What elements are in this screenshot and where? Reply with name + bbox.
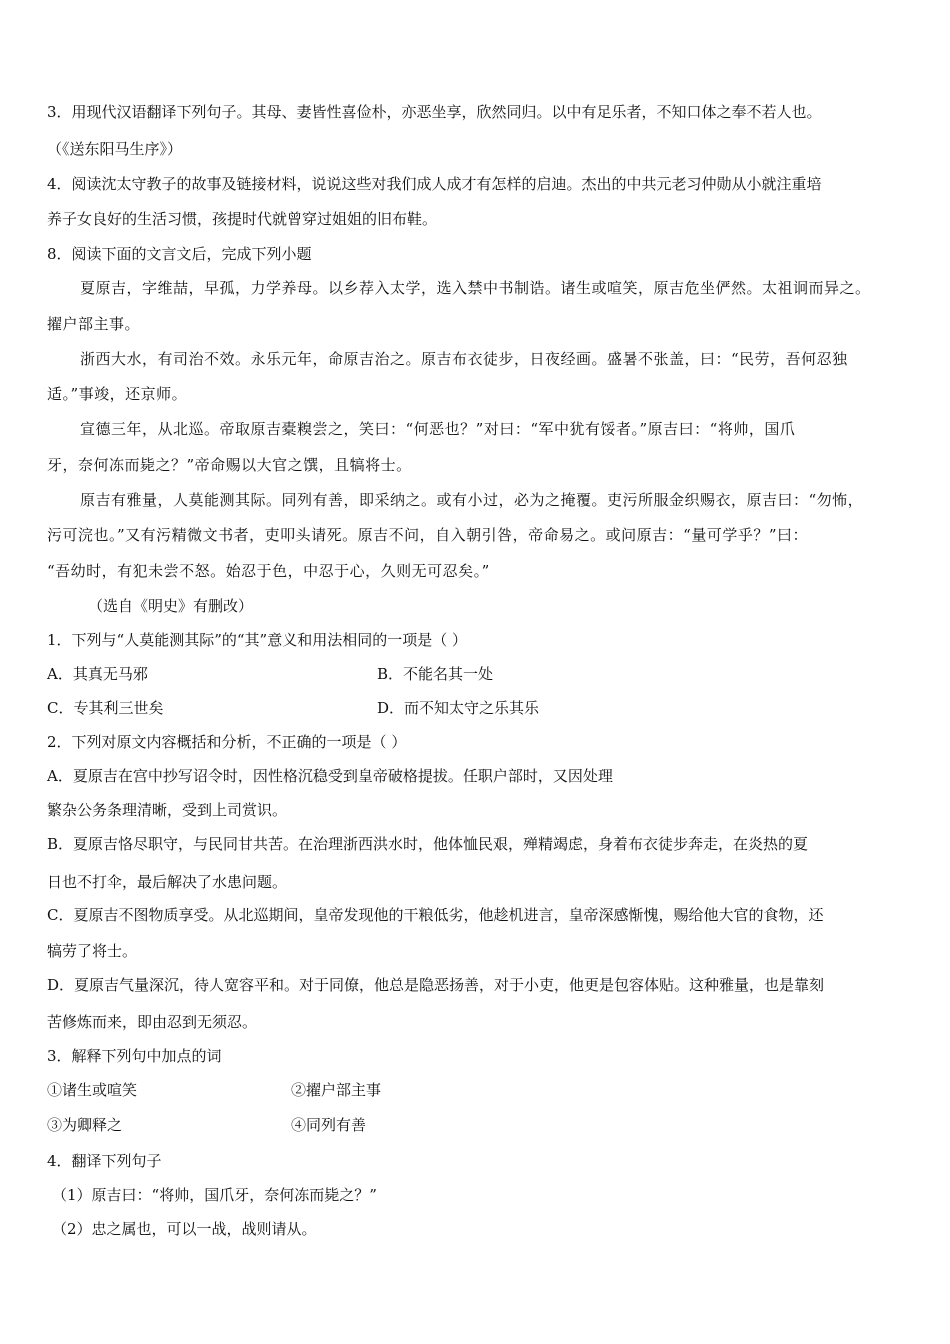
q2-option-c-line-2: 犒劳了将士。 [47, 942, 138, 960]
q4-sentence-2: （2）忠之属也，可以一战，战则请从。 [52, 1220, 317, 1238]
subquestion-4-stem: 4．翻译下列句子 [47, 1152, 162, 1170]
question-3-source: （《送东阳马生序》） [47, 140, 183, 158]
q2-option-d-line-2: 苦修炼而来，即由忍到无须忍。 [47, 1013, 258, 1031]
section-8-heading: 8．阅读下面的文言文后，完成下列小题 [47, 245, 312, 263]
passage-paragraph-4-line-1: 原吉有雅量，人莫能测其际。同列有善，即采纳之。或有小过，必为之掩覆。吏污所服金织赐衣，原吉曰：“勿怖， [80, 491, 864, 509]
q2-option-a-line-1: A．夏原吉在宫中抄写诏令时，因性格沉稳受到皇帝破格提拔。任职户部时，又因处理 [47, 767, 613, 785]
passage-paragraph-4-line-2: 污可浣也。”又有污精微文书者，吏叩头请死。原吉不问，自入朝引咎，帝命易之。或问原吉：“量可学乎？”曰： [47, 526, 809, 544]
q2-option-b-line-1: B．夏原吉恪尽职守，与民同甘共苦。在治理浙西洪水时，他体恤民艰，殚精竭虑，身着布衣徒步奔走，在炎热的夏 [47, 835, 809, 853]
question-4-line-1: 4．阅读沈太守教子的故事及链接材料，说说这些对我们成人成才有怎样的启迪。杰出的中共元老习仲勋从小就注重培 [47, 175, 822, 193]
q2-option-d-line-1: D．夏原吉气量深沉，待人宽容平和。对于同僚，他总是隐恶扬善，对于小吏，他更是包容体贴。这种雅量，也是靠刻 [47, 976, 825, 994]
option-a: A．其真无马邪 [47, 665, 148, 683]
passage-paragraph-1-line-1: 夏原吉，字维喆，早孤，力学养母。以乡荐入太学，选入禁中书制诰。诸生或喧笑，原吉危坐俨然。太祖诇而异之。 [80, 279, 871, 297]
q4-sentence-1: （1）原吉曰：“将帅，国爪牙，奈何冻而毙之？” [52, 1186, 377, 1204]
passage-paragraph-2-line-1: 浙西大水，有司治不效。永乐元年，命原吉治之。原吉布衣徒步，日夜经画。盛暑不张盖，曰：“民劳，吾何忍独 [80, 350, 848, 368]
q2-option-c-line-1: C．夏原吉不图物质享受。从北巡期间，皇帝发现他的干粮低劣，他趁机进言，皇帝深感惭愧，赐给他大官的食物，还 [47, 906, 824, 924]
option-d: D．而不知太守之乐其乐 [377, 699, 540, 717]
option-b: B．不能名其一处 [377, 665, 494, 683]
passage-paragraph-2-line-2: 适。”事竣，还京师。 [47, 385, 188, 403]
question-3-translate: 3．用现代汉语翻译下列句子。其母、妻皆性喜俭朴，亦恶坐享，欣然同归。以中有足乐者，不知口体之奉不若人也。 [47, 103, 822, 121]
question-4-line-2: 养子女良好的生活习惯，孩提时代就曾穿过姐姐的旧布鞋。 [47, 210, 438, 228]
q3-item-1: ①诸生或喧笑 [47, 1081, 138, 1099]
passage-source: （选自《明史》有删改） [88, 597, 254, 615]
q3-item-2: ②擢户部主事 [291, 1081, 382, 1099]
passage-paragraph-4-line-3: “吾幼时，有犯未尝不怒。始忍于色，中忍于心，久则无可忍矣。” [47, 562, 490, 580]
q3-item-4: ④同列有善 [291, 1116, 367, 1134]
q3-item-3: ③为卿释之 [47, 1116, 123, 1134]
passage-paragraph-3-line-2: 牙，奈何冻而毙之？”帝命赐以大官之馔，且犒将士。 [47, 456, 412, 474]
subquestion-2-stem: 2．下列对原文内容概括和分析，不正确的一项是（ ） [47, 733, 407, 751]
option-c: C．专其利三世矣 [47, 699, 164, 717]
q2-option-b-line-2: 日也不打伞，最后解决了水患问题。 [47, 873, 288, 891]
q2-option-a-line-2: 繁杂公务条理清晰，受到上司赏识。 [47, 801, 288, 819]
passage-paragraph-1-line-2: 擢户部主事。 [47, 315, 141, 333]
subquestion-3-stem: 3．解释下列句中加点的词 [47, 1047, 222, 1065]
subquestion-1-stem: 1．下列与“人莫能测其际”的“其”意义和用法相同的一项是（ ） [47, 631, 467, 649]
passage-paragraph-3-line-1: 宣德三年，从北巡。帝取原吉橐糗尝之，笑曰：“何恶也？”对曰：“军中犹有馁者。”原吉曰：“将帅，国爪 [80, 420, 796, 438]
